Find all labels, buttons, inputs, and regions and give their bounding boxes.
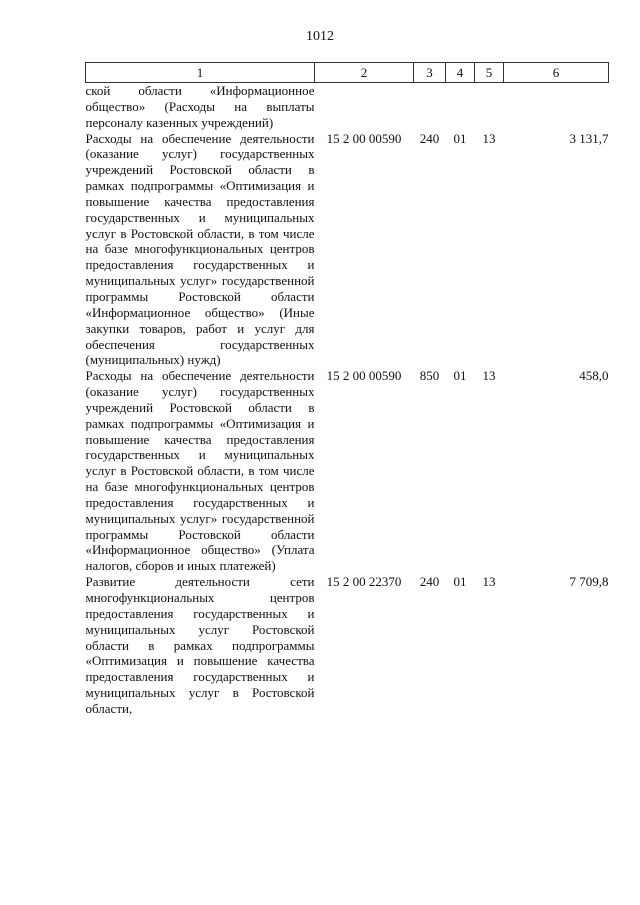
table-row xyxy=(86,131,609,369)
budget-table xyxy=(85,62,609,717)
row-subsection: 13 xyxy=(482,130,496,146)
row-target-code: 15 2 00 00590 xyxy=(326,130,402,146)
row-section xyxy=(446,83,475,131)
row-subsection xyxy=(475,83,504,131)
row-subsection: 13 xyxy=(482,574,496,590)
row-description: Расходы на обеспечение деятельности (оказание услуг) государственных учреждений Ростовской области в рамках подпрограммы «Оптимизация и повышение качества предоставления государственных и муниципальных услуг в Ростовской области, в том числе на базе многофункциональных центров предоставления государственных и муниципальных услуг» государственной программы Ростовской области «Информационное общество» (Уплата налогов, сборов и иных платежей) xyxy=(85,368,315,574)
row-amount: 3 131,7 xyxy=(569,130,609,146)
table-row xyxy=(86,368,609,574)
header-col-5: 5 xyxy=(475,63,504,83)
row-amount xyxy=(504,83,609,131)
header-col-6: 6 xyxy=(504,63,609,83)
table-row xyxy=(86,574,609,717)
header-col-3: 3 xyxy=(414,63,446,83)
row-target-code xyxy=(315,83,414,131)
row-expense-type: 240 xyxy=(419,130,440,146)
row-description: Развитие деятельности сети многофункциональных центров предоставления государственных и муниципальных услуг Ростовской области в рамках подпрограммы «Оптимизация и повышение качества предоставления государственных и муниципальных услуг в Ростовской области, xyxy=(85,574,315,716)
row-expense-type xyxy=(414,83,446,131)
table-row xyxy=(86,83,609,131)
row-section: 01 xyxy=(453,130,467,146)
row-expense-type: 240 xyxy=(419,574,440,590)
page-number: 1012 xyxy=(306,29,334,44)
row-amount: 458,0 xyxy=(579,368,609,384)
row-description: Расходы на обеспечение деятельности (оказание услуг) государственных учреждений Ростовской области в рамках подпрограммы «Оптимизация и повышение качества предоставления государственных и муниципальных услуг в Ростовской области, в том числе на базе многофункциональных центров предоставления государственных и муниципальных услуг» государственной программы Ростовской области «Информационное общество» (Иные закупки товаров, работ и услуг для обеспечения государственных (муниципальных) нужд) xyxy=(85,130,315,368)
row-description: ской области «Информационное общество» (Расходы на выплаты персоналу казенных учреждений) xyxy=(85,83,315,130)
row-expense-type: 850 xyxy=(419,368,440,384)
row-amount: 7 709,8 xyxy=(569,574,609,590)
row-target-code: 15 2 00 00590 xyxy=(326,368,402,384)
header-col-2: 2 xyxy=(315,63,414,83)
row-section: 01 xyxy=(453,368,467,384)
header-col-1: 1 xyxy=(86,63,315,83)
header-col-4: 4 xyxy=(446,63,475,83)
table-header-row xyxy=(86,63,609,83)
row-section: 01 xyxy=(453,574,467,590)
row-target-code: 15 2 00 22370 xyxy=(326,574,402,590)
row-subsection: 13 xyxy=(482,368,496,384)
